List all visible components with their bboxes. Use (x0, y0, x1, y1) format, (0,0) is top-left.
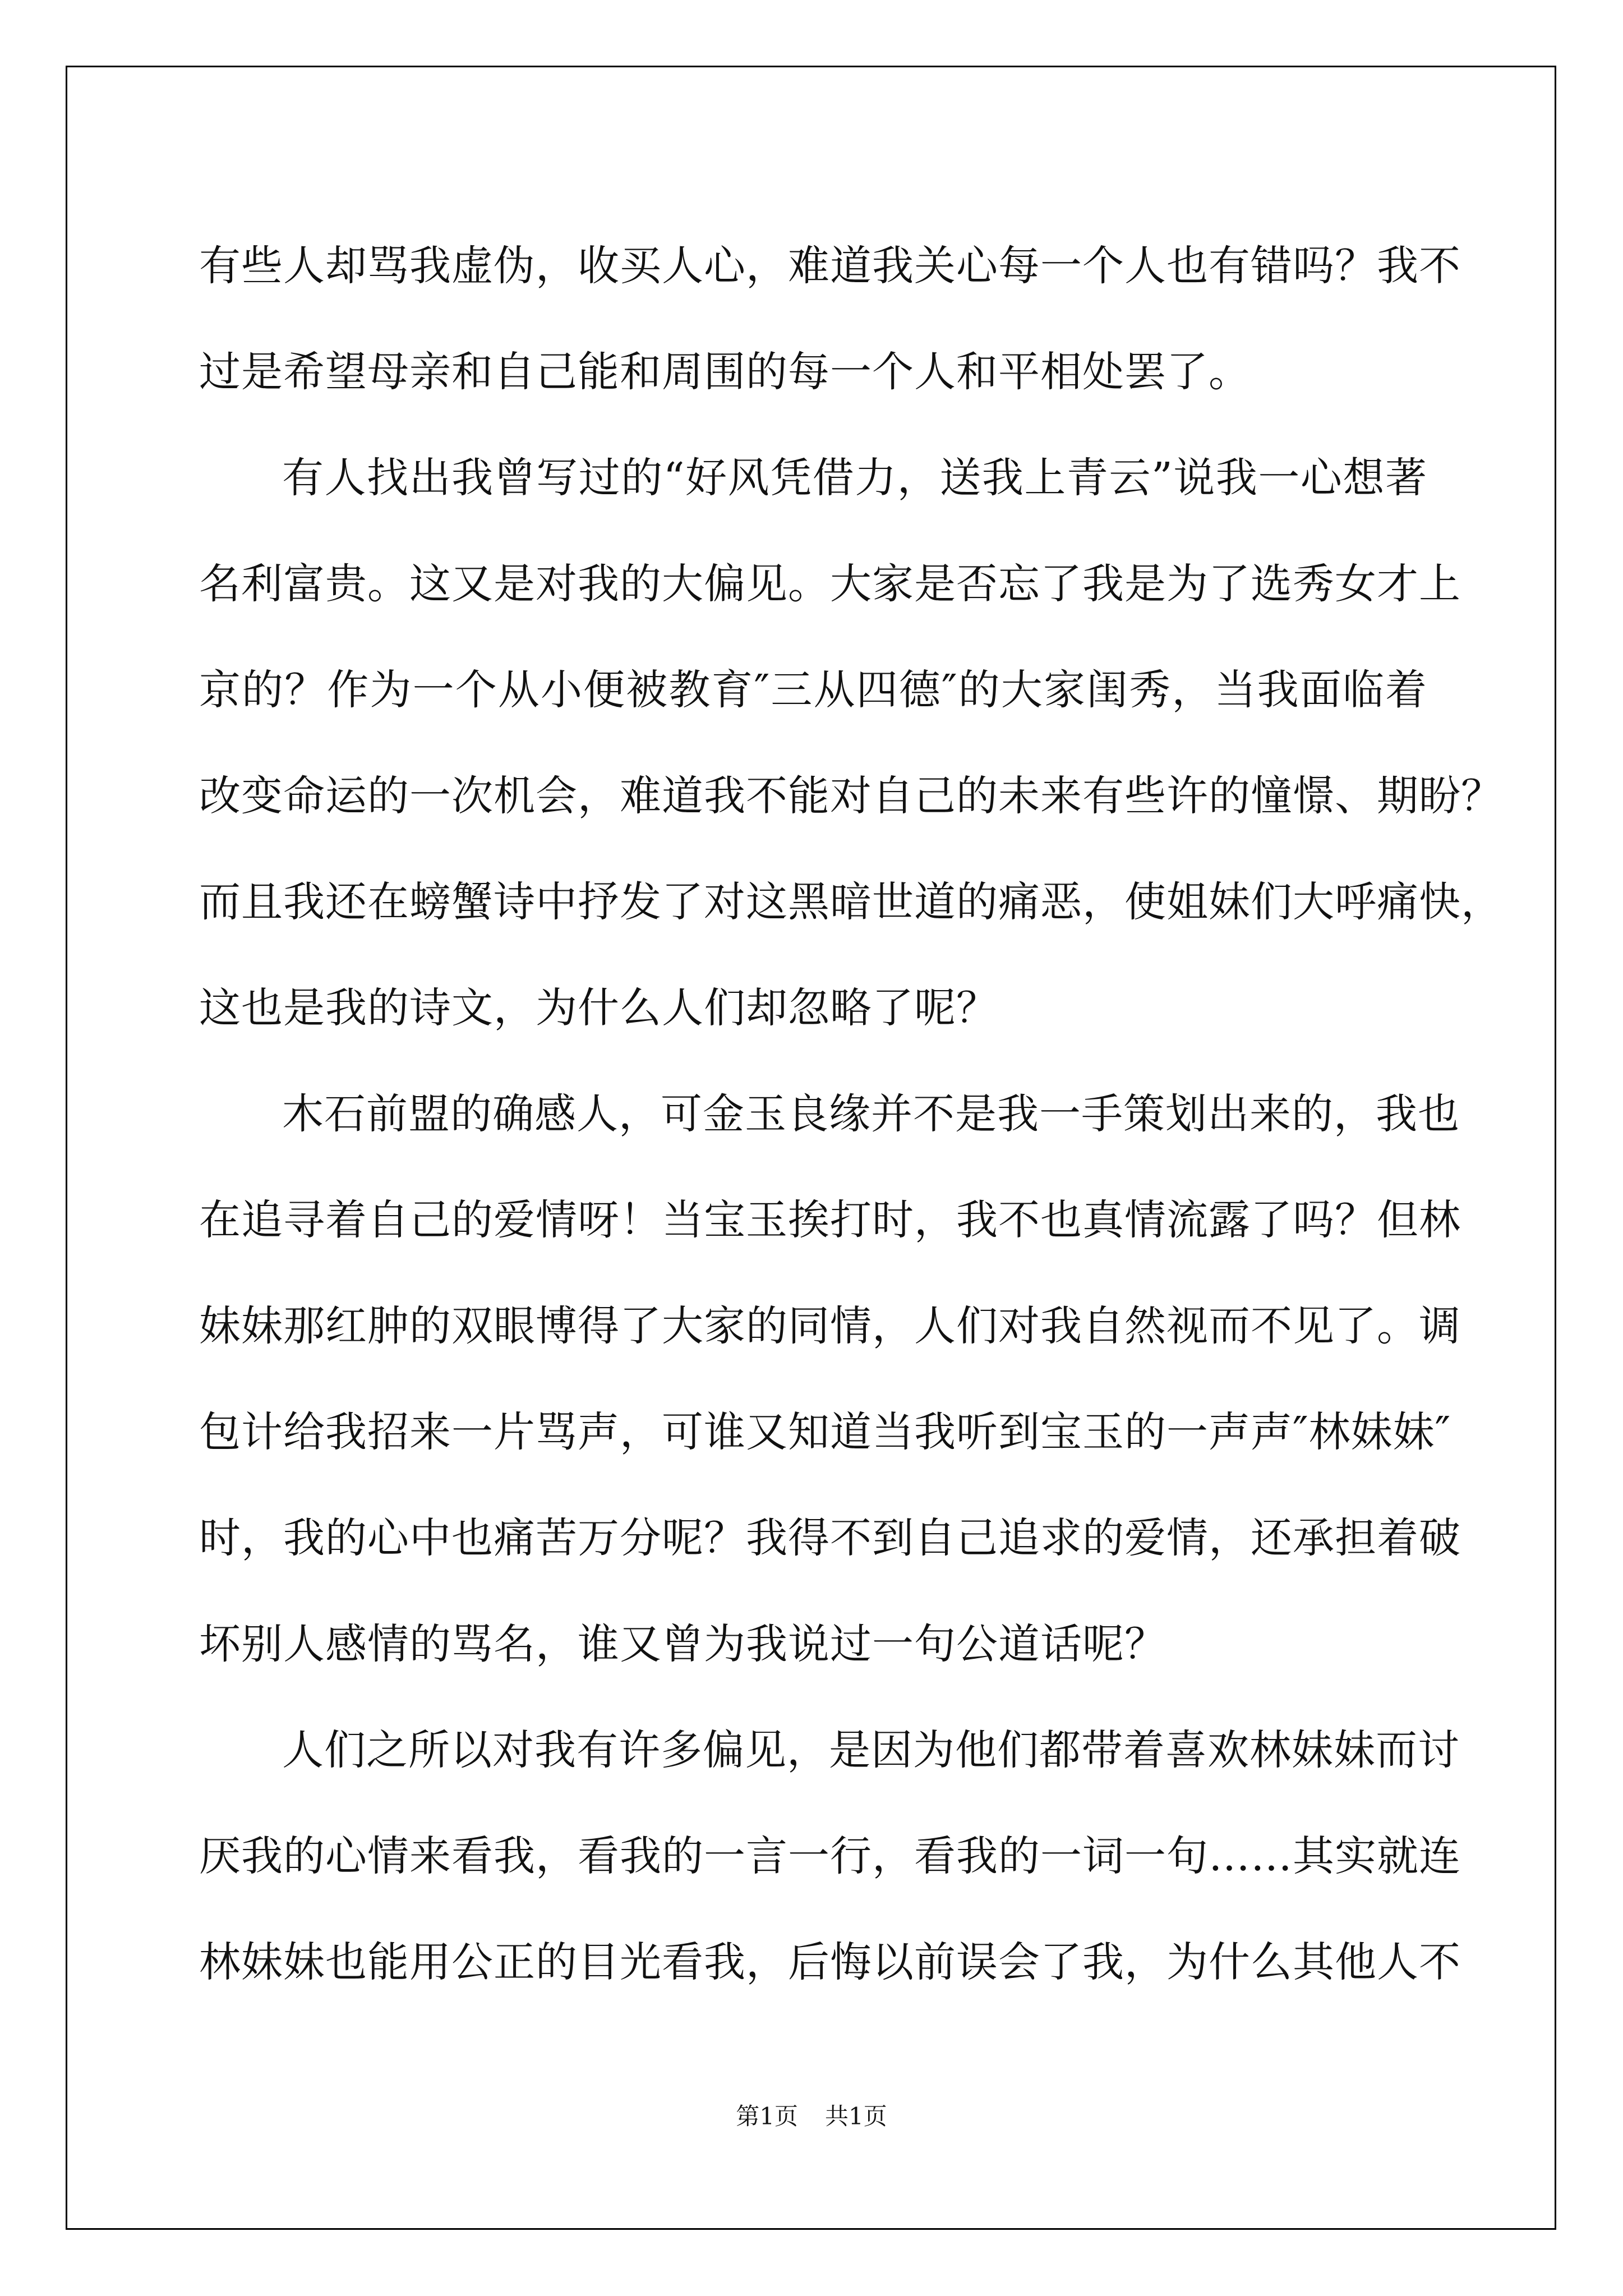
text-line: 木石前盟的确感人，可金玉良缘并不是我一手策划出来的，我也 (282, 1090, 1460, 1138)
text-line: 坏别人感情的骂名，谁又曾为我说过一句公道话呢？ (199, 1620, 1166, 1668)
text-line: 在追寻着自己的爱情呀！当宝玉挨打时，我不也真情流露了吗？但林 (199, 1196, 1461, 1244)
text-line: 有些人却骂我虚伪，收买人心，难道我关心每一个人也有错吗？我不 (199, 242, 1461, 290)
paragraph-4 (199, 1697, 1461, 2016)
text-line: 京的？作为一个从小便被教育″三从四德″的大家闺秀，当我面临着 (199, 666, 1427, 714)
text-line: 包计给我招来一片骂声，可谁又知道当我听到宝玉的一声声″林妹妹″ (199, 1408, 1451, 1456)
text-line: 厌我的心情来看我，看我的一言一行，看我的一词一句……其实就连 (199, 1832, 1461, 1880)
text-line: 时，我的心中也痛苦万分呢？我得不到自己追求的爱情，还承担着破 (199, 1514, 1461, 1562)
text-line: 过是希望母亲和自己能和周围的每一个人和平相处罢了。 (199, 348, 1251, 396)
text-line: 人们之所以对我有许多偏见，是因为他们都带着喜欢林妹妹而讨 (282, 1726, 1460, 1774)
text-line: 林妹妹也能用公正的目光看我，后悔以前误会了我，为什么其他人不 (199, 1938, 1461, 1986)
document-body (199, 213, 1503, 2016)
text-line: 妹妹那红肿的双眼博得了大家的同情，人们对我自然视而不见了。调 (199, 1302, 1461, 1350)
page-number: 第1页 (736, 2102, 798, 2130)
paragraph-1 (199, 213, 1461, 425)
total-pages: 共1页 (825, 2102, 887, 2130)
paragraph-2 (199, 425, 1503, 1061)
text-line: 而且我还在螃蟹诗中抒发了对这黑暗世道的痛恶，使姐妹们大呼痛快， (199, 878, 1503, 926)
page-footer (0, 2098, 1623, 2132)
text-line: 这也是我的诗文，为什么人们却忽略了呢？ (199, 984, 998, 1032)
text-line: 有人找出我曾写过的“好风凭借力，送我上青云”说我一心想著 (282, 454, 1427, 502)
paragraph-3 (199, 1061, 1461, 1697)
text-line: 名利富贵。这又是对我的大偏见。大家是否忘了我是为了选秀女才上 (199, 560, 1461, 608)
text-line: 改变命运的一次机会，难道我不能对自己的未来有些许的憧憬、期盼？ (199, 772, 1503, 820)
